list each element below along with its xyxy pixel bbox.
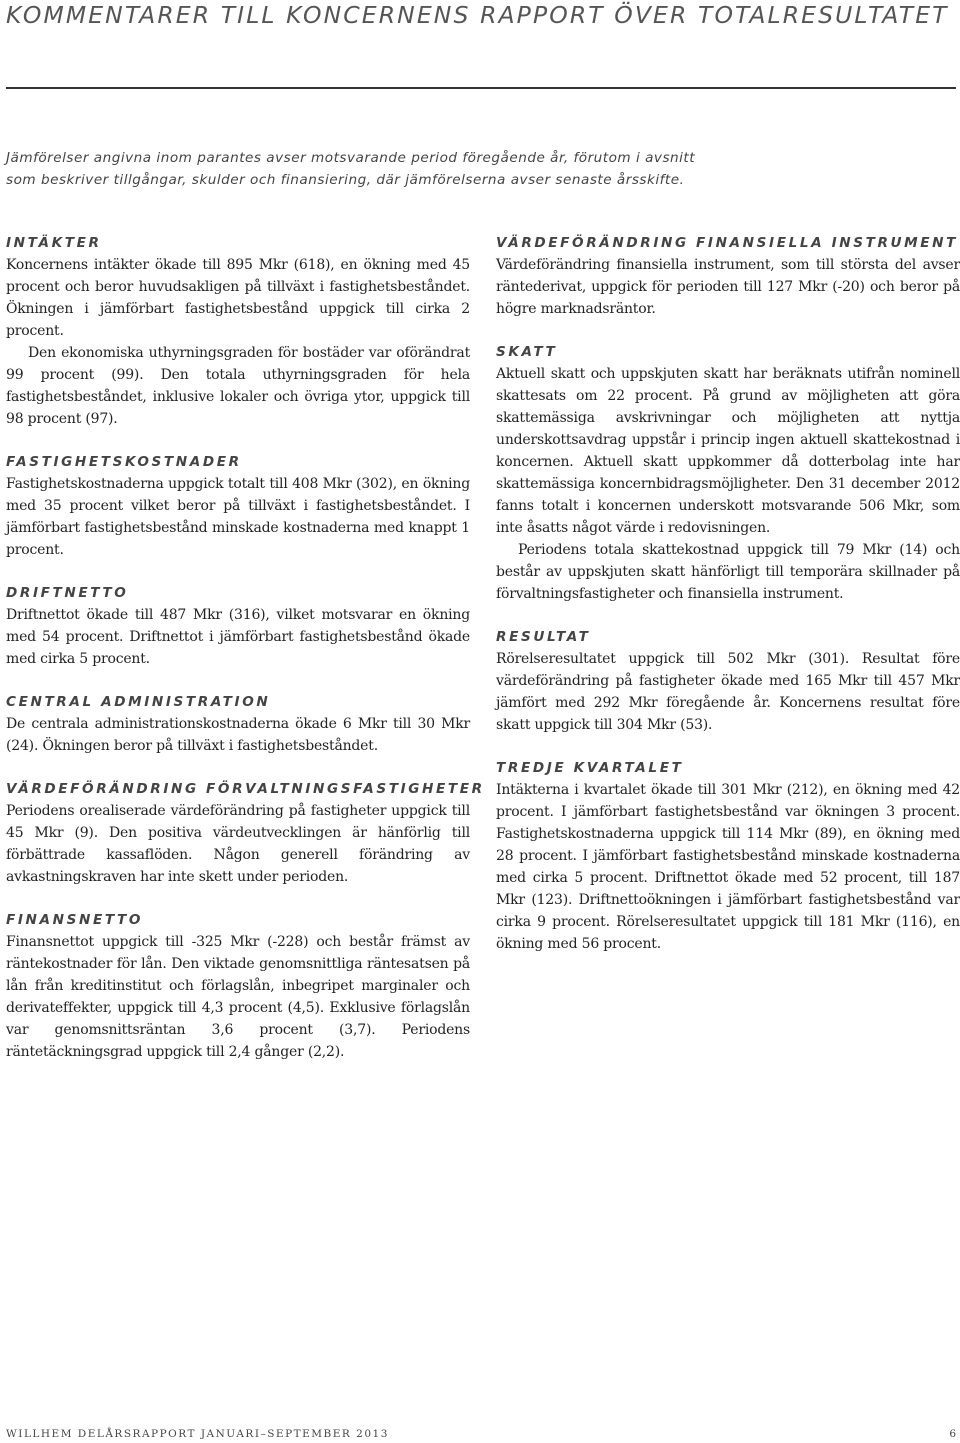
section-central-administration	[6, 691, 470, 757]
section-paragraph: Värdeförändring finansiella instrument, som till största del avser räntederivat, uppgick för perioden till 127 Mkr (-20) och beror på högre marknadsräntor.	[496, 257, 960, 317]
section-vardeforandring-finansiella-instrument	[496, 232, 960, 320]
section-heading: CENTRAL ADMINISTRATION	[6, 694, 271, 710]
section-heading: SKATT	[496, 344, 558, 360]
section-fastighetskostnader	[6, 451, 470, 561]
section-resultat	[496, 626, 960, 736]
section-paragraph: Finansnettot uppgick till -325 Mkr (-228) och består främst av räntekostnader för lån. Den viktade genomsnittliga räntesatsen på lån från kreditinstitut och förlagslån, inbegripet marginaler och derivateffekter, uppgick till 4,3 procent (4,5). Exklusive förlagslån var genomsnittsräntan 3,6 procent (3,7). Periodens räntetäckningsgrad uppgick till 2,4 gånger (2,2).	[6, 934, 470, 1060]
section-skatt	[496, 341, 960, 605]
section-heading: DRIFTNETTO	[6, 585, 129, 601]
section-paragraph: Fastighetskostnaderna uppgick totalt till 408 Mkr (302), en ökning med 35 procent vilket beror på tillväxt i fastighetsbeståndet. I jämförbart fastighetsbestånd minskade kostnaderna med knappt 1 procent.	[6, 476, 470, 558]
section-paragraph: De centrala administrationskostnaderna ökade 6 Mkr till 30 Mkr (24). Ökningen beror på tillväxt i fastighetsbeståndet.	[6, 716, 470, 754]
section-driftnetto	[6, 582, 470, 670]
footer-report-name: WILLHEM DELÅRSRAPPORT JANUARI–SEPTEMBER 2013	[6, 1428, 389, 1440]
section-paragraph: Rörelseresultatet uppgick till 502 Mkr (301). Resultat före värdeförändring på fastigheter ökade med 165 Mkr till 457 Mkr jämfört med 292 Mkr föregående år. Koncernens resultat före skatt uppgick till 304 Mkr (53).	[496, 651, 960, 733]
section-tredje-kvartalet	[496, 757, 960, 955]
left-column	[6, 232, 485, 1084]
section-heading: FASTIGHETSKOSTNADER	[6, 454, 242, 470]
page-number: 6	[949, 1428, 956, 1440]
section-paragraph: Periodens orealiserade värdeförändring på fastigheter uppgick till 45 Mkr (9). Den positiva värdeutvecklingen är hänförlig till förbättrade kassaflöden. Någon generell förändring av avkastningskraven har inte skett under perioden.	[6, 803, 470, 885]
section-paragraph: Driftnettot ökade till 487 Mkr (316), vilket motsvarar en ökning med 54 procent. Driftnettot i jämförbart fastighetsbestånd ökade med cirka 5 procent.	[6, 607, 470, 667]
section-heading: RESULTAT	[496, 629, 591, 645]
section-vardeforandring-forvaltningsfastigheter	[6, 778, 485, 888]
intro-note	[6, 147, 696, 191]
section-paragraph: Den ekonomiska uthyrningsgraden för bostäder var oförändrat 99 procent (99). Den totala uthyrningsgraden för hela fastighetsbeståndet, inklusive lokaler och övriga ytor, uppgick till 98 procent (97).	[6, 345, 470, 427]
section-heading: VÄRDEFÖRÄNDRING FÖRVALTNINGSFASTIGHETER	[6, 781, 485, 797]
section-paragraph: Aktuell skatt och uppskjuten skatt har beräknats utifrån nominell skattesats om 22 procent. På grund av möjligheten att göra skattemässiga avskrivningar och möjligheten att nyttja underskottsavdrag uppstår i princip ingen aktuell skattekostnad i koncernen. Aktuell skatt uppkommer då dotterbolag inte har skattemässiga koncernbidragsmöjligheter. Den 31 december 2012 fanns totalt i koncernen underskott motsvarande 506 Mkr, som inte åsatts något värde i redovisningen.	[496, 366, 960, 536]
right-column	[496, 232, 960, 976]
title-rule	[6, 87, 956, 89]
section-intakter	[6, 232, 470, 430]
intro-line: som beskriver tillgångar, skulder och finansiering, där jämförelserna avser senaste årsskifte.	[6, 172, 685, 188]
section-heading: INTÄKTER	[6, 235, 102, 251]
section-paragraph: Koncernens intäkter ökade till 895 Mkr (618), en ökning med 45 procent och beror huvudsakligen på tillväxt i fastighetsbeståndet. Ökningen i jämförbart fastighetsbestånd uppgick till cirka 2 procent.	[6, 257, 470, 339]
section-paragraph: Intäkterna i kvartalet ökade till 301 Mkr (212), en ökning med 42 procent. I jämförbart fastighetsbestånd var ökningen 3 procent. Fastighetskostnaderna uppgick till 114 Mkr (89), en ökning med 28 procent. I jämförbart fastighetsbestånd minskade kostnaderna med cirka 5 procent. Driftnettot ökade med 52 procent, till 187 Mkr (123). Driftnettoökningen i jämförbart fastighetsbestånd var cirka 9 procent. Rörelseresultatet uppgick till 181 Mkr (116), en ökning med 56 procent.	[496, 782, 960, 952]
section-heading: TREDJE KVARTALET	[496, 760, 684, 776]
intro-line: Jämförelser angivna inom parantes avser motsvarande period föregående år, förutom i avsnitt	[6, 150, 696, 166]
page-title: KOMMENTARER TILL KONCERNENS RAPPORT ÖVER TOTALRESULTATET	[6, 1, 949, 29]
section-heading: VÄRDEFÖRÄNDRING FINANSIELLA INSTRUMENT	[496, 235, 959, 251]
section-finansnetto	[6, 909, 470, 1063]
section-heading: FINANSNETTO	[6, 912, 144, 928]
section-paragraph: Periodens totala skattekostnad uppgick till 79 Mkr (14) och består av uppskjuten skatt hänförligt till temporära skillnader på förvaltningsfastigheter och finansiella instrument.	[496, 542, 960, 602]
page-footer	[6, 1425, 956, 1443]
